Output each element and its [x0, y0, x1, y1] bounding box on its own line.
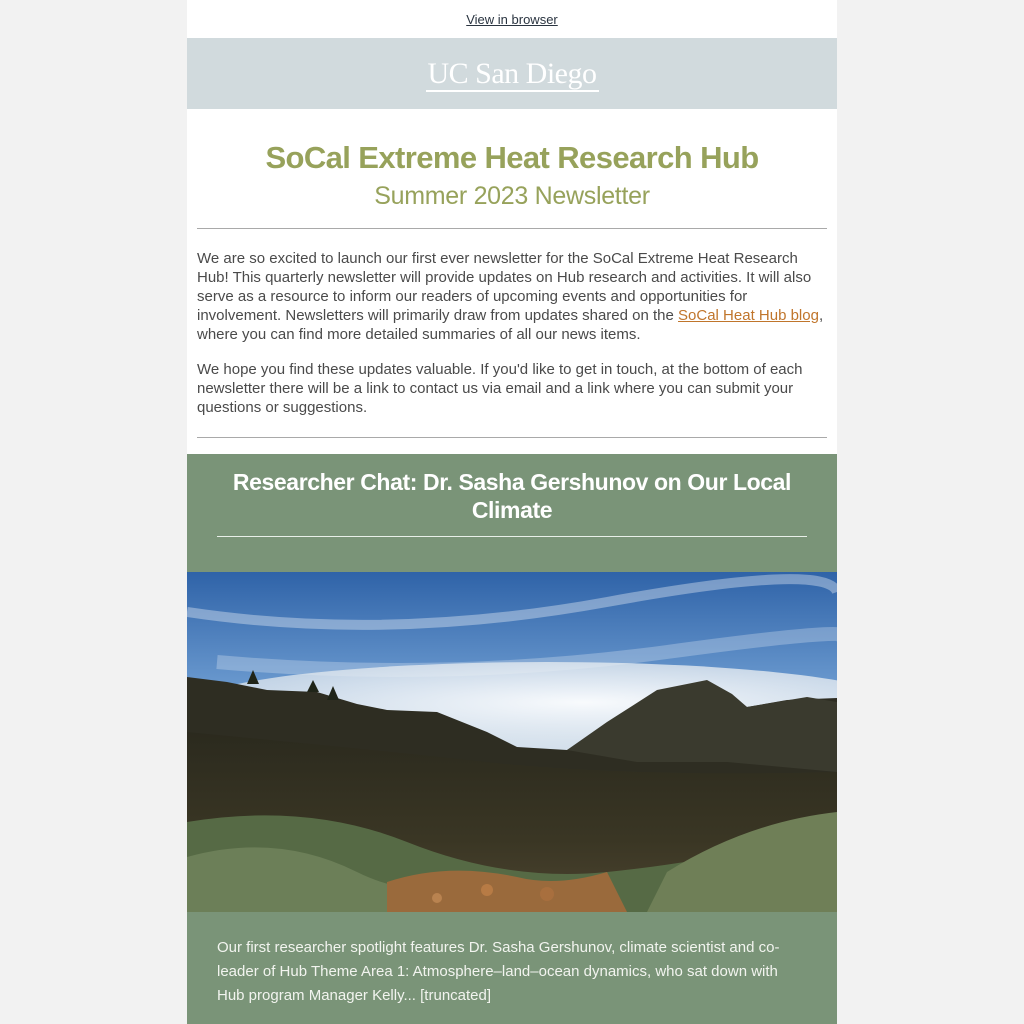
- view-in-browser-link[interactable]: View in browser: [466, 11, 558, 27]
- uc-san-diego-logo[interactable]: UC San Diego: [427, 57, 597, 90]
- feature-title-rule: [217, 536, 807, 537]
- mountain-landscape-image: [187, 572, 837, 912]
- hub-title: SoCal Extreme Heat Research Hub: [265, 140, 759, 175]
- logo-banner: [187, 38, 837, 109]
- feature-photo[interactable]: [187, 572, 837, 912]
- feature-body: [187, 912, 837, 1024]
- feature-paragraph: Our first researcher spotlight features Dr. Sasha Gershunov, climate scientist and co-leader of Hub Theme Area 1: Atmosphere–land–ocean dynamics, who sat down with Hub program Manager Kelly... [truncated]: [217, 939, 780, 1004]
- intro-paragraph-2: We hope you find these updates valuable. If you'd like to get in touch, at the bottom of each newsletter there will be a link to contact us via email and a link where you can submit your questions or suggestions.: [197, 361, 803, 416]
- feature-header: [187, 454, 837, 572]
- intro-text-before-link: We are so excited to launch our first ever newsletter for the SoCal Extreme Heat Research Hub! This quarterly newsletter will provide updates on Hub research and activities. It will also serve as a resource to inform our readers of upcoming events and opportunities for involvement. Newsletters will primarily draw from updates shared on the: [197, 250, 812, 324]
- intro-text-after-link: , where you can find more detailed summaries of all our news items.: [197, 307, 824, 343]
- newsletter-hero: [187, 109, 837, 228]
- newsletter-subtitle: Summer 2023 Newsletter: [374, 182, 650, 210]
- socal-heat-hub-blog-link[interactable]: SoCal Heat Hub blog: [678, 307, 819, 324]
- intro-section: [187, 229, 837, 437]
- newsletter-email: [187, 0, 837, 1024]
- feature-title: Researcher Chat: Dr. Sasha Gershunov on Our Local Climate: [232, 469, 792, 523]
- intro-paragraph-1: [197, 249, 827, 344]
- divider-bottom: [197, 437, 827, 438]
- view-in-browser-row: [187, 0, 837, 38]
